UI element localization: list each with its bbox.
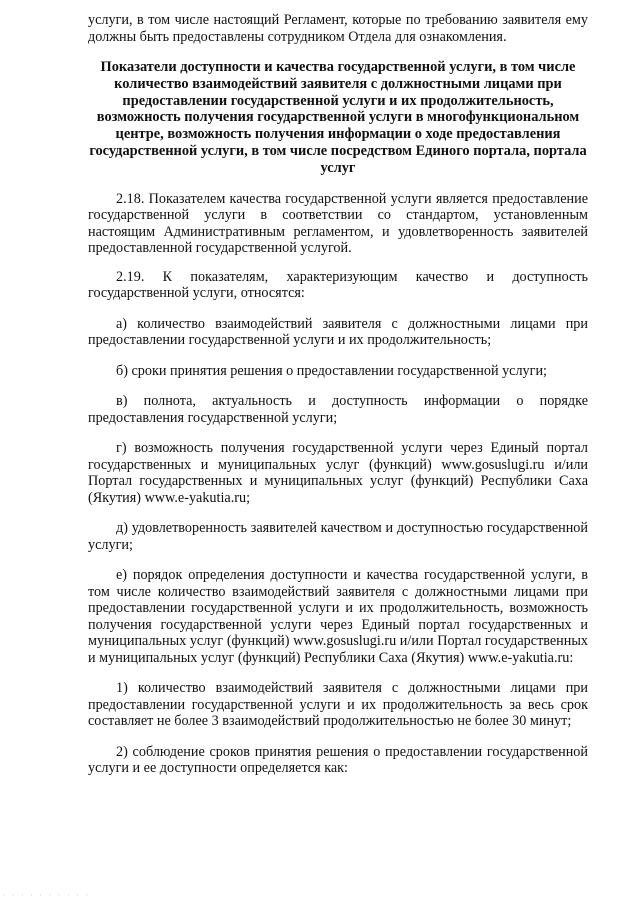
list-item-d: д) удовлетворенность заявителей качеством и доступностью государственной услуги; [88,520,588,553]
paragraph-2-19: 2.19. К показателям, характеризующим качество и доступность государственной услуги, относятся: [88,268,588,302]
list-item-1: 1) количество взаимодействий заявителя с должностными лицами при предоставлении государственной услуги и их продолжительность за весь срок составляет не более 3 взаимодействий продолжительностью не более 30 минут; [88,680,588,730]
paragraph-2-18: 2.18. Показателем качества государственной услуги является предоставление государственной услуги в соответствии со стандартом, установленным настоящим Административным регламентом, и удовлетворенность заявителей предоставленной государственной услугой. [88,190,588,257]
list-item-b: б) сроки принятия решения о предоставлении государственной услуги; [116,362,547,379]
list-item-2: 2) соблюдение сроков принятия решения о предоставлении государственной услуги и ее доступности определяется как: [88,743,588,777]
list-item-v: в) полнота, актуальность и доступность информации о порядке предоставления государственной услуги; [88,393,588,426]
intro-paragraph: услуги, в том числе настоящий Регламент, которые по требованию заявителя ему должны быть предоставлены сотрудником Отдела для ознакомления. [88,12,588,45]
list-item-a: а) количество взаимодействий заявителя с должностными лицами при предоставлении государственной услуги и их продолжительность; [88,315,588,349]
section-heading: Показатели доступности и качества государственной услуги, в том числе количество взаимодействий заявителя с должностными лицами при предоставлении государственной услуги и их продолжительность, возможность получения государственной услуги в многофункциональном центре, возможность получения информации о ходе предоставления государственной услуги, в том числе посредством Единого портала, портала услуг [89,59,587,176]
list-item-e: е) порядок определения доступности и качества государственной услуги, в том числе количество взаимодействий заявителя с должностными лицами при предоставлении государственной услуги и их продолжительность, возможность получения государственной услуги через Единый портал государственных и муниципальных услуг (функций) www.gosuslugi.ru и/или Портал государственных и муниципальных услуг (функций) Республики Саха (Якутия) www.e-yakutia.ru: [88,567,588,666]
scan-artifact: · · · · · · · · · · [2,892,90,899]
document-page [88,12,588,777]
list-item-g: г) возможность получения государственной услуги через Единый портал государственных и муниципальных услуг (функций) www.gosuslugi.ru и/или Портал государственных и муниципальных услуг (функций) Республики Саха (Якутия) www.e-yakutia.ru; [88,440,588,506]
